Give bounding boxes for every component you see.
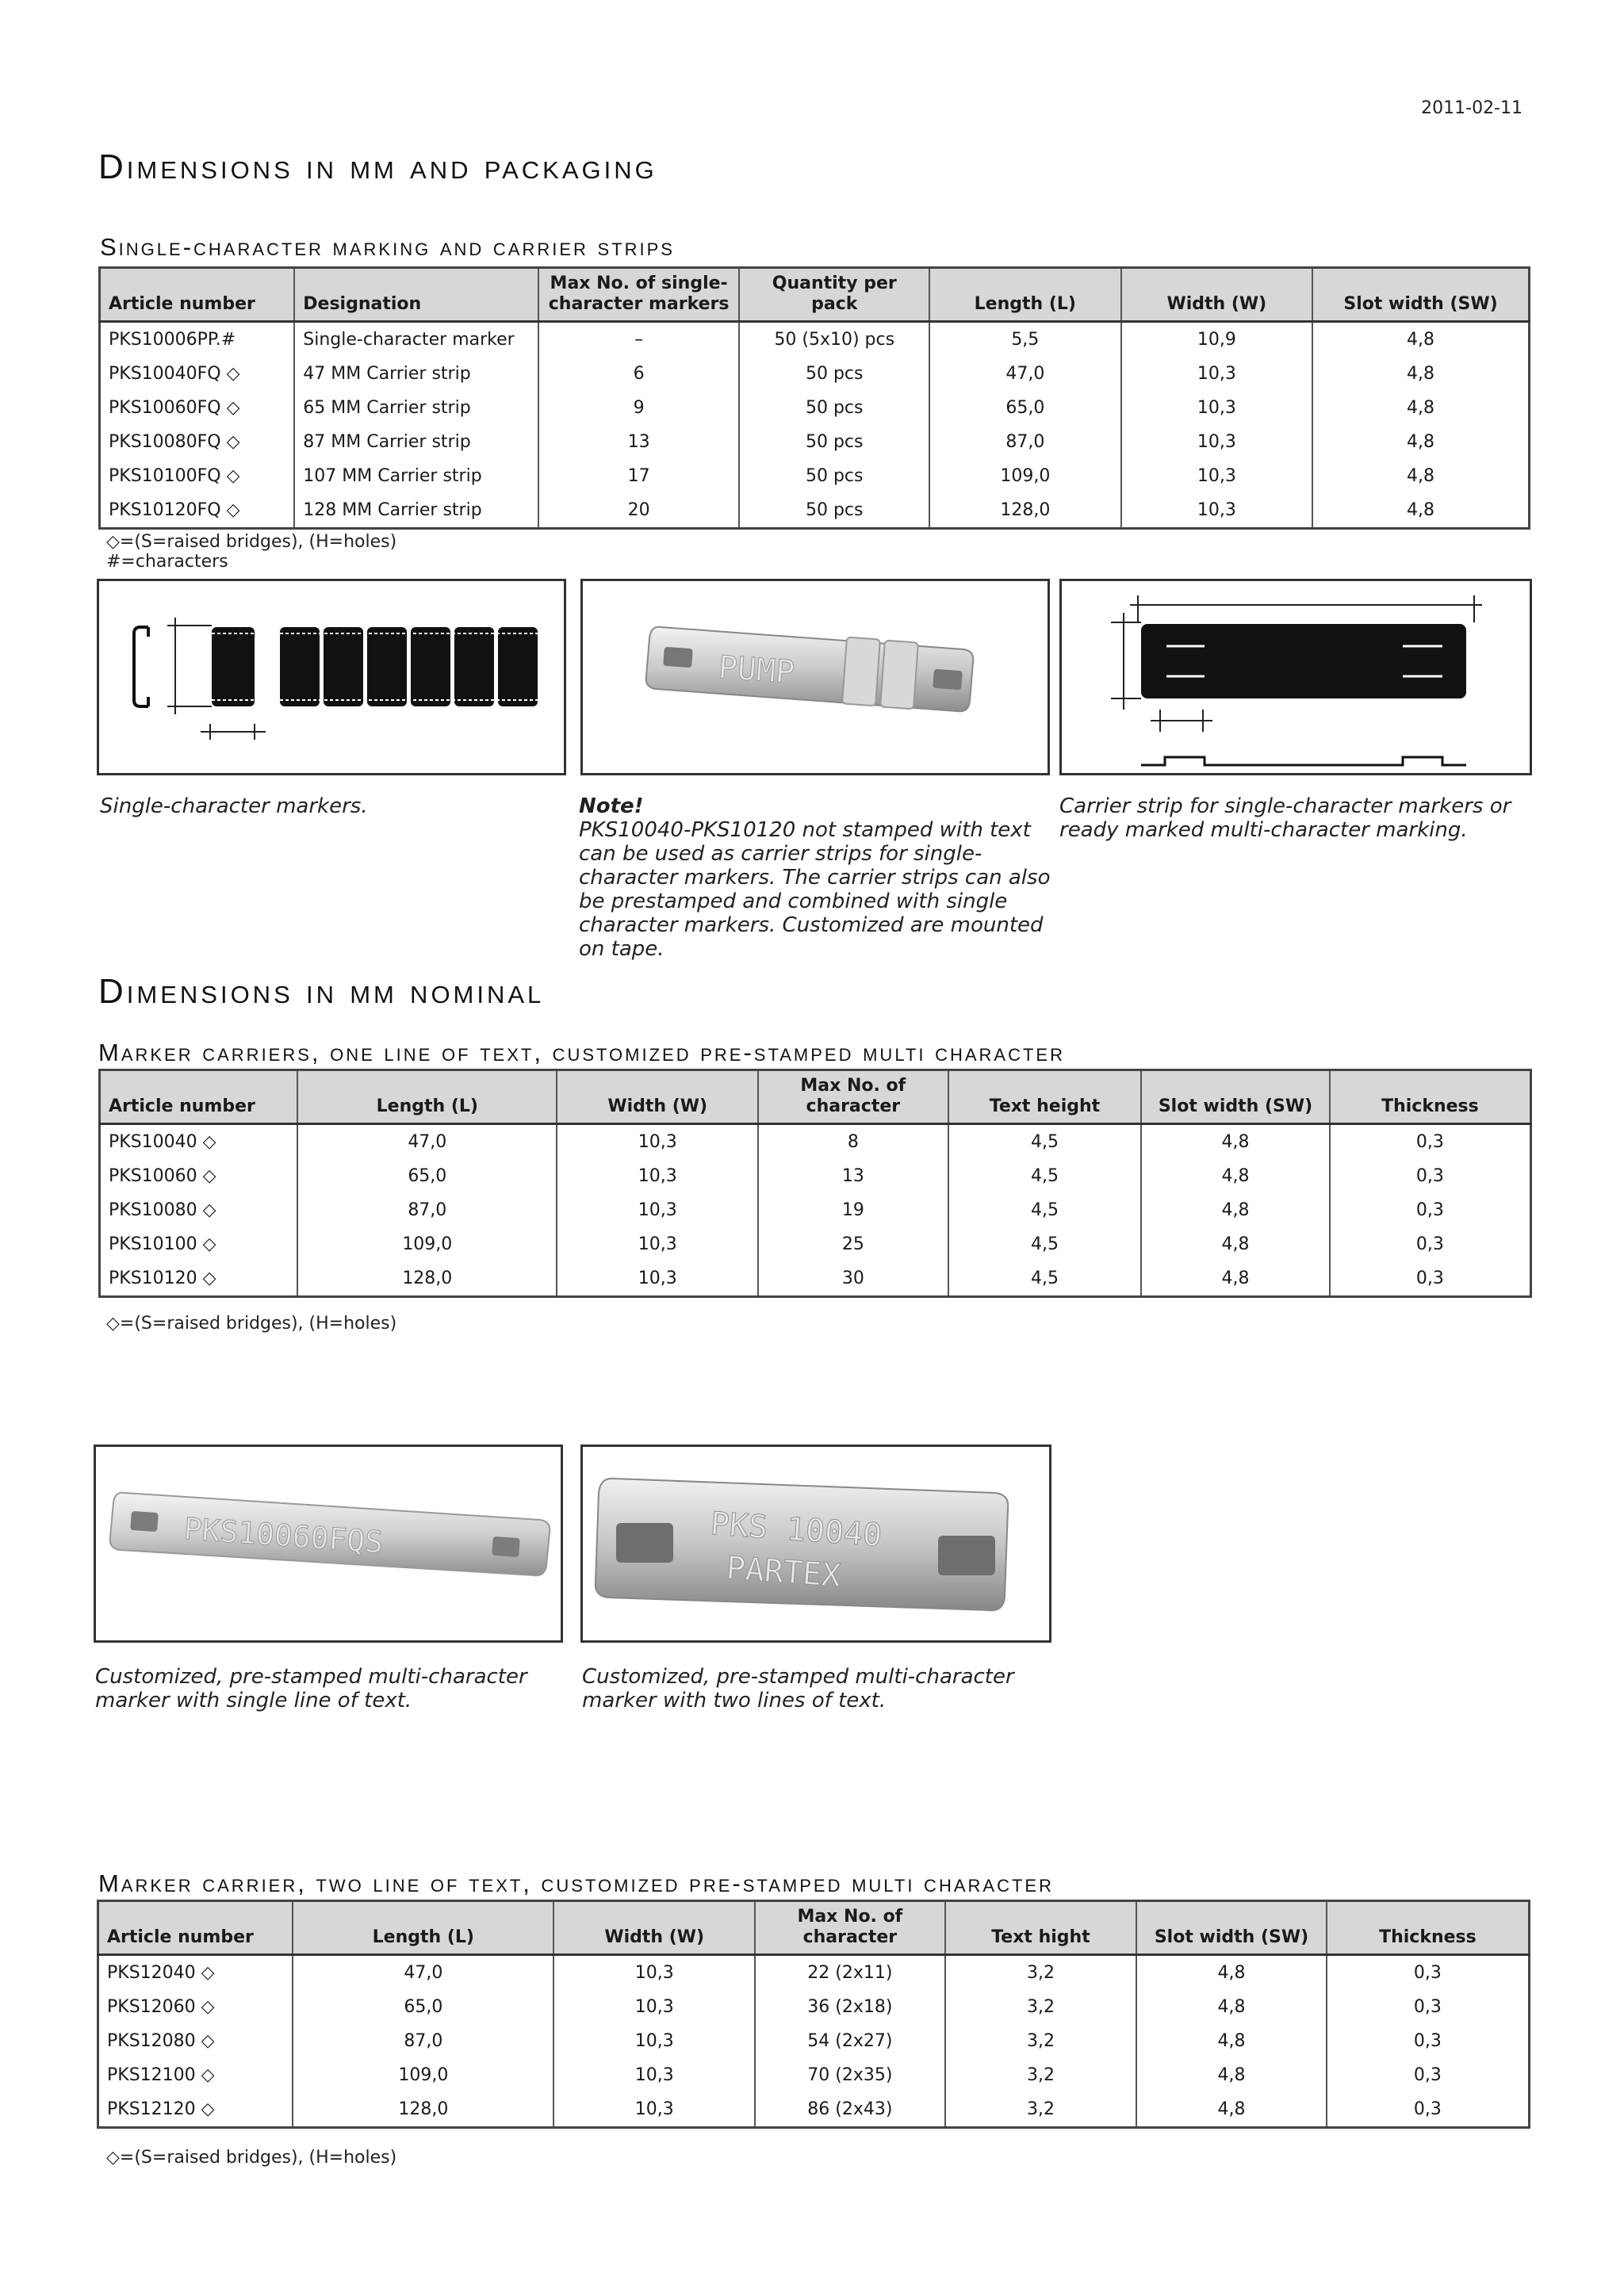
table-cell: PKS10060FQ ◇ bbox=[100, 391, 295, 425]
table-cell: 10,3 bbox=[553, 2024, 755, 2058]
carrier-strip-drawing bbox=[1062, 581, 1530, 773]
table-cell: 20 bbox=[538, 493, 740, 529]
col-header: Slot width (SW) bbox=[1141, 1070, 1330, 1124]
table-cell: PKS10100 ◇ bbox=[100, 1227, 298, 1261]
table-cell: 10,3 bbox=[1121, 391, 1313, 425]
table-cell: 0,3 bbox=[1330, 1193, 1531, 1227]
section-title-nominal: Dimensions in mm nominal bbox=[98, 972, 545, 1011]
table-cell: 50 pcs bbox=[739, 357, 929, 391]
table-cell: 50 (5x10) pcs bbox=[739, 322, 929, 358]
table-cell: 30 bbox=[758, 1261, 948, 1297]
table-row bbox=[100, 1261, 1531, 1297]
table-cell: 4,8 bbox=[1141, 1124, 1330, 1160]
footnote-characters: #=characters bbox=[106, 552, 228, 572]
table-cell: 86 (2x43) bbox=[755, 2092, 945, 2128]
table-cell: PKS10120FQ ◇ bbox=[100, 493, 295, 529]
caption-carrier-strip: Carrier strip for single-character markers or ready marked multi-character marking. bbox=[1059, 794, 1511, 842]
table-cell: Single-character marker bbox=[294, 322, 538, 358]
table-cell: 36 (2x18) bbox=[755, 1990, 945, 2024]
caption-single-line: Customized, pre-stamped multi-character marker with single line of text. bbox=[95, 1665, 527, 1712]
table-cell: 4,8 bbox=[1312, 322, 1529, 358]
table-cell: 13 bbox=[758, 1159, 948, 1193]
col-header: Article number bbox=[100, 1070, 298, 1124]
table-cell: 0,3 bbox=[1330, 1159, 1531, 1193]
table-cell: PKS12060 ◇ bbox=[98, 1990, 293, 2024]
table-cell: 10,3 bbox=[557, 1124, 758, 1160]
table-cell: 109,0 bbox=[293, 2058, 553, 2092]
caption-single-character-markers: Single-character markers. bbox=[100, 794, 368, 818]
table-cell: 10,3 bbox=[553, 1990, 755, 2024]
table-cell: 4,8 bbox=[1136, 1955, 1327, 1991]
table-row bbox=[100, 322, 1530, 358]
table-row bbox=[98, 2024, 1530, 2058]
col-header: Slot width (SW) bbox=[1136, 1901, 1327, 1955]
table-row bbox=[100, 1124, 1531, 1160]
table-row bbox=[100, 459, 1530, 493]
table-cell: 0,3 bbox=[1327, 1990, 1530, 2024]
table-title-two-line: Marker carrier, two line of text, customized pre-stamped multi character bbox=[98, 1869, 1054, 1897]
table-cell: 65,0 bbox=[929, 391, 1121, 425]
col-header: Text hight bbox=[945, 1901, 1137, 1955]
table-cell: PKS10040FQ ◇ bbox=[100, 357, 295, 391]
footnote-bridges: ◇=(S=raised bridges), (H=holes) bbox=[106, 1314, 397, 1334]
table-cell: 5,5 bbox=[929, 322, 1121, 358]
table-cell: 50 pcs bbox=[739, 425, 929, 459]
note-block bbox=[579, 794, 1055, 961]
col-header: Max No. of character bbox=[758, 1070, 948, 1124]
table-cell: 3,2 bbox=[945, 2058, 1137, 2092]
stamp-text-line2: PARTEX bbox=[725, 1550, 842, 1595]
table-cell: 4,8 bbox=[1312, 357, 1529, 391]
table-cell: PKS12040 ◇ bbox=[98, 1955, 293, 1991]
table-row bbox=[98, 1990, 1530, 2024]
col-header: Article number bbox=[98, 1901, 293, 1955]
table-row bbox=[100, 425, 1530, 459]
table-cell: 65,0 bbox=[297, 1159, 557, 1193]
table-cell: 10,3 bbox=[553, 2092, 755, 2128]
table-cell: 10,3 bbox=[1121, 357, 1313, 391]
col-header: Designation bbox=[294, 268, 538, 322]
table-row bbox=[100, 391, 1530, 425]
section-title-packaging: Dimensions in mm and packaging bbox=[98, 147, 657, 186]
table-cell: 4,8 bbox=[1136, 2024, 1327, 2058]
table-cell: 4,8 bbox=[1312, 425, 1529, 459]
table-cell: 4,5 bbox=[948, 1227, 1142, 1261]
marker-drawing bbox=[99, 581, 564, 773]
table-cell: 4,5 bbox=[948, 1193, 1142, 1227]
table-cell: 87 MM Carrier strip bbox=[294, 425, 538, 459]
note-title: Note! bbox=[579, 794, 644, 818]
table-cell: 3,2 bbox=[945, 2092, 1137, 2128]
table-row bbox=[100, 493, 1530, 529]
table-cell: PKS10100FQ ◇ bbox=[100, 459, 295, 493]
table-cell: 10,3 bbox=[557, 1159, 758, 1193]
table-cell: 128,0 bbox=[297, 1261, 557, 1297]
single-character-diagram bbox=[97, 579, 566, 775]
table-cell: 10,3 bbox=[557, 1261, 758, 1297]
two-line-marker-photo bbox=[580, 1445, 1051, 1643]
caption-two-line: Customized, pre-stamped multi-character marker with two lines of text. bbox=[582, 1665, 1014, 1712]
table-cell: 22 (2x11) bbox=[755, 1955, 945, 1991]
table-cell: 87,0 bbox=[297, 1193, 557, 1227]
two-line-marker-table bbox=[97, 1900, 1530, 2129]
table-cell: 47,0 bbox=[293, 1955, 553, 1991]
table-row bbox=[100, 1193, 1531, 1227]
table-cell: 4,5 bbox=[948, 1159, 1142, 1193]
col-header: Width (W) bbox=[553, 1901, 755, 1955]
table-cell: 87,0 bbox=[929, 425, 1121, 459]
table-cell: 0,3 bbox=[1327, 1955, 1530, 1991]
table-row bbox=[98, 2092, 1530, 2128]
table-cell: PKS10060 ◇ bbox=[100, 1159, 298, 1193]
stamp-text-single: PKS10060FQS bbox=[182, 1511, 385, 1560]
table-cell: 10,3 bbox=[553, 2058, 755, 2092]
col-header: Max No. of character bbox=[755, 1901, 945, 1955]
single-character-table bbox=[98, 266, 1530, 530]
table-cell: 10,3 bbox=[553, 1955, 755, 1991]
table-cell: 50 pcs bbox=[739, 493, 929, 529]
table-cell: 54 (2x27) bbox=[755, 2024, 945, 2058]
table-cell: 0,3 bbox=[1327, 2024, 1530, 2058]
two-line-marker-drawing bbox=[583, 1447, 1049, 1640]
table-cell: 10,3 bbox=[1121, 425, 1313, 459]
table-row bbox=[100, 1159, 1531, 1193]
table-cell: 4,5 bbox=[948, 1124, 1142, 1160]
table-row bbox=[100, 1227, 1531, 1261]
table-cell: 3,2 bbox=[945, 1955, 1137, 1991]
table-cell: 3,2 bbox=[945, 1990, 1137, 2024]
table-cell: PKS10040 ◇ bbox=[100, 1124, 298, 1160]
table-cell: 65 MM Carrier strip bbox=[294, 391, 538, 425]
table-cell: 4,8 bbox=[1312, 493, 1529, 529]
table-cell: 50 pcs bbox=[739, 459, 929, 493]
table-cell: 109,0 bbox=[297, 1227, 557, 1261]
table-cell: 3,2 bbox=[945, 2024, 1137, 2058]
table-cell: 4,5 bbox=[948, 1261, 1142, 1297]
table-cell: 65,0 bbox=[293, 1990, 553, 2024]
table-row bbox=[98, 1955, 1530, 1991]
one-line-marker-table bbox=[98, 1069, 1532, 1298]
table-row bbox=[100, 357, 1530, 391]
table-cell: 109,0 bbox=[929, 459, 1121, 493]
table-cell: 8 bbox=[758, 1124, 948, 1160]
col-header: Quantity per pack bbox=[739, 268, 929, 322]
col-header: Length (L) bbox=[293, 1901, 553, 1955]
stamp-text-line1: PKS 10040 bbox=[709, 1506, 883, 1555]
table-cell: 17 bbox=[538, 459, 740, 493]
single-line-marker-photo bbox=[94, 1445, 563, 1643]
table-cell: – bbox=[538, 322, 740, 358]
table-cell: PKS12120 ◇ bbox=[98, 2092, 293, 2128]
col-header: Thickness bbox=[1327, 1901, 1530, 1955]
footnote-bridges: ◇=(S=raised bridges), (H=holes) bbox=[106, 2148, 397, 2168]
col-header: Max No. of single-character markers bbox=[538, 268, 740, 322]
table-cell: 10,3 bbox=[557, 1227, 758, 1261]
col-header: Thickness bbox=[1330, 1070, 1531, 1124]
table-cell: 10,9 bbox=[1121, 322, 1313, 358]
table-cell: 0,3 bbox=[1330, 1261, 1531, 1297]
table-cell: 6 bbox=[538, 357, 740, 391]
table-title-one-line: Marker carriers, one line of text, customized pre-stamped multi character bbox=[98, 1039, 1065, 1066]
table-cell: 70 (2x35) bbox=[755, 2058, 945, 2092]
table-cell: 47,0 bbox=[929, 357, 1121, 391]
carrier-strip-markers bbox=[280, 627, 538, 706]
table-cell: 9 bbox=[538, 391, 740, 425]
table-cell: 4,8 bbox=[1136, 2092, 1327, 2128]
table-cell: 10,3 bbox=[1121, 459, 1313, 493]
table-cell: 10,3 bbox=[1121, 493, 1313, 529]
table-cell: 128,0 bbox=[929, 493, 1121, 529]
table-cell: 47 MM Carrier strip bbox=[294, 357, 538, 391]
footnote-bridges: ◇=(S=raised bridges), (H=holes) bbox=[106, 532, 397, 552]
stamped-strip-photo bbox=[580, 579, 1050, 775]
stamped-strip-drawing bbox=[583, 581, 1048, 773]
col-header: Article number bbox=[100, 268, 295, 322]
col-header: Width (W) bbox=[557, 1070, 758, 1124]
table-cell: 4,8 bbox=[1141, 1159, 1330, 1193]
table-cell: 0,3 bbox=[1330, 1124, 1531, 1160]
strip-stamp-text: PUMP bbox=[717, 649, 796, 691]
note-text: PKS10040-PKS10120 not stamped with text can be used as carrier strips for single-character markers. The carrier strips can also be prestamped and combined with single character markers. Customized are mounted on tape. bbox=[579, 818, 1051, 961]
table-cell: 128 MM Carrier strip bbox=[294, 493, 538, 529]
table-title-single-character: Single-character marking and carrier strips bbox=[100, 233, 675, 261]
single-line-marker-drawing bbox=[96, 1447, 561, 1640]
table-cell: 4,8 bbox=[1312, 391, 1529, 425]
table-cell: 4,8 bbox=[1141, 1227, 1330, 1261]
table-cell: PKS10080 ◇ bbox=[100, 1193, 298, 1227]
table-cell: 0,3 bbox=[1330, 1227, 1531, 1261]
col-header: Slot width (SW) bbox=[1312, 268, 1529, 322]
col-header: Text height bbox=[948, 1070, 1142, 1124]
document-date: 2011-02-11 bbox=[1421, 98, 1522, 118]
table-cell: 19 bbox=[758, 1193, 948, 1227]
table-cell: PKS10080FQ ◇ bbox=[100, 425, 295, 459]
col-header: Width (W) bbox=[1121, 268, 1313, 322]
table-cell: 4,8 bbox=[1141, 1261, 1330, 1297]
table-cell: 47,0 bbox=[297, 1124, 557, 1160]
table-cell: 0,3 bbox=[1327, 2058, 1530, 2092]
table-cell: 0,3 bbox=[1327, 2092, 1530, 2128]
table-cell: 87,0 bbox=[293, 2024, 553, 2058]
col-header: Length (L) bbox=[297, 1070, 557, 1124]
col-header: Length (L) bbox=[929, 268, 1121, 322]
table-cell: 10,3 bbox=[557, 1193, 758, 1227]
table-cell: 128,0 bbox=[293, 2092, 553, 2128]
carrier-strip-diagram bbox=[1059, 579, 1532, 775]
table-row bbox=[98, 2058, 1530, 2092]
table-cell: 4,8 bbox=[1141, 1193, 1330, 1227]
table-cell: PKS10006PP.# bbox=[100, 322, 295, 358]
table-cell: 50 pcs bbox=[739, 391, 929, 425]
table-cell: 13 bbox=[538, 425, 740, 459]
table-cell: PKS10120 ◇ bbox=[100, 1261, 298, 1297]
table-cell: PKS12100 ◇ bbox=[98, 2058, 293, 2092]
table-cell: 4,8 bbox=[1136, 1990, 1327, 2024]
table-cell: 4,8 bbox=[1136, 2058, 1327, 2092]
table-cell: 107 MM Carrier strip bbox=[294, 459, 538, 493]
table-cell: 4,8 bbox=[1312, 459, 1529, 493]
table-cell: 25 bbox=[758, 1227, 948, 1261]
table-cell: PKS12080 ◇ bbox=[98, 2024, 293, 2058]
